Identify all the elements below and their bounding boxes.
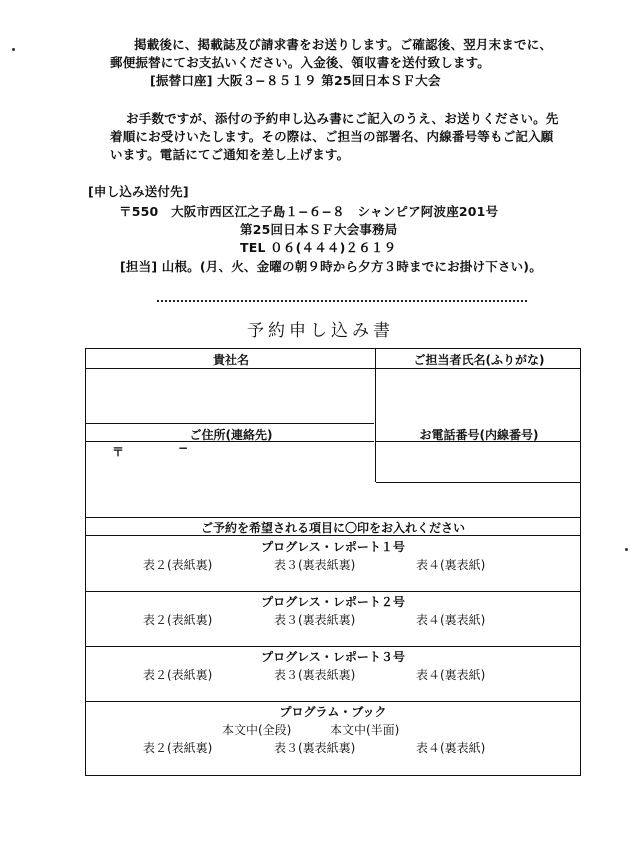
section-3-option-cover3[interactable]: 表３(裏表紙裏) <box>274 668 356 682</box>
program-book-option-cover4[interactable]: 表４(裏表紙) <box>416 741 486 755</box>
dotted-divider <box>157 300 527 302</box>
form-title: 予約申し込み書 <box>247 321 394 341</box>
section-2-option-cover3[interactable]: 表３(裏表紙裏) <box>274 613 356 627</box>
scan-speck <box>625 548 628 551</box>
section-1-title: プログレス・レポート１号 <box>261 540 405 554</box>
section-3-title: プログレス・レポート３号 <box>261 650 405 664</box>
program-book-option-half[interactable]: 本文中(半面) <box>330 723 400 737</box>
phone-field[interactable] <box>378 444 578 480</box>
contact-label: ご担当者氏名(ふりがな) <box>413 353 545 367</box>
para-line-1: お手数ですが、添付の予約申し込み書にご記入のうえ、お送りください。先 <box>126 111 559 126</box>
program-book-option-cover2[interactable]: 表２(表紙裏) <box>143 741 213 755</box>
address-line-1: 〒550 大阪市西区江之子島１−６−８ シャンピア阿波座201号 <box>119 204 499 219</box>
address-field-label: ご住所(連絡先) <box>189 428 273 442</box>
phone-label: お電話番号(内線番号) <box>419 428 539 442</box>
section-2-option-cover4[interactable]: 表４(裏表紙) <box>416 613 486 627</box>
reservation-form <box>85 348 581 776</box>
company-field[interactable] <box>88 370 373 422</box>
address-phone: TEL ０６(４４４)２６１９ <box>240 240 397 255</box>
scan-speck <box>12 48 15 51</box>
intro-line-2: 郵便振替にてお支払いください。入金後、領収書を送付致します。 <box>110 55 491 70</box>
para-line-3: います。電話にてご通知を差し上げます。 <box>110 147 350 162</box>
contact-field[interactable] <box>378 370 578 422</box>
intro-line-1: 掲載後に、掲載誌及び請求書をお送りします。ご確認後、翌月末までに、 <box>134 37 553 52</box>
address-contact: [担当] 山根。(月、火、金曜の朝９時から夕方３時までにお掛け下さい)。 <box>120 259 542 274</box>
section-3-option-cover2[interactable]: 表２(表紙裏) <box>143 668 213 682</box>
address-label: [申し込み送付先] <box>88 184 189 199</box>
section-2-option-cover2[interactable]: 表２(表紙裏) <box>143 613 213 627</box>
address-field[interactable] <box>88 457 373 515</box>
program-book-option-full[interactable]: 本文中(全段) <box>222 723 292 737</box>
program-book-option-cover3[interactable]: 表３(裏表紙裏) <box>274 741 356 755</box>
program-book-title: プログラム・ブック <box>279 705 387 719</box>
instruction-text: ご予約を希望される項目に〇印をお入れください <box>200 521 465 535</box>
postal-dash: − <box>178 441 189 455</box>
postal-mark: 〒 <box>112 445 125 459</box>
section-2-title: プログレス・レポート２号 <box>261 595 405 609</box>
section-1-option-cover2[interactable]: 表２(表紙裏) <box>143 558 213 572</box>
section-1-option-cover3[interactable]: 表３(裏表紙裏) <box>274 558 356 572</box>
transfer-account: [振替口座] 大阪３−８５１９ 第25回日本ＳＦ大会 <box>150 73 441 88</box>
para-line-2: 着順にお受けいたします。その際は、ご担当の部署名、内線番号等もご記入願 <box>110 129 554 144</box>
section-1-option-cover4[interactable]: 表４(裏表紙) <box>416 558 486 572</box>
address-line-2: 第25回日本ＳＦ大会事務局 <box>240 222 398 237</box>
company-label: 貴社名 <box>212 353 249 367</box>
section-3-option-cover4[interactable]: 表４(裏表紙) <box>416 668 486 682</box>
